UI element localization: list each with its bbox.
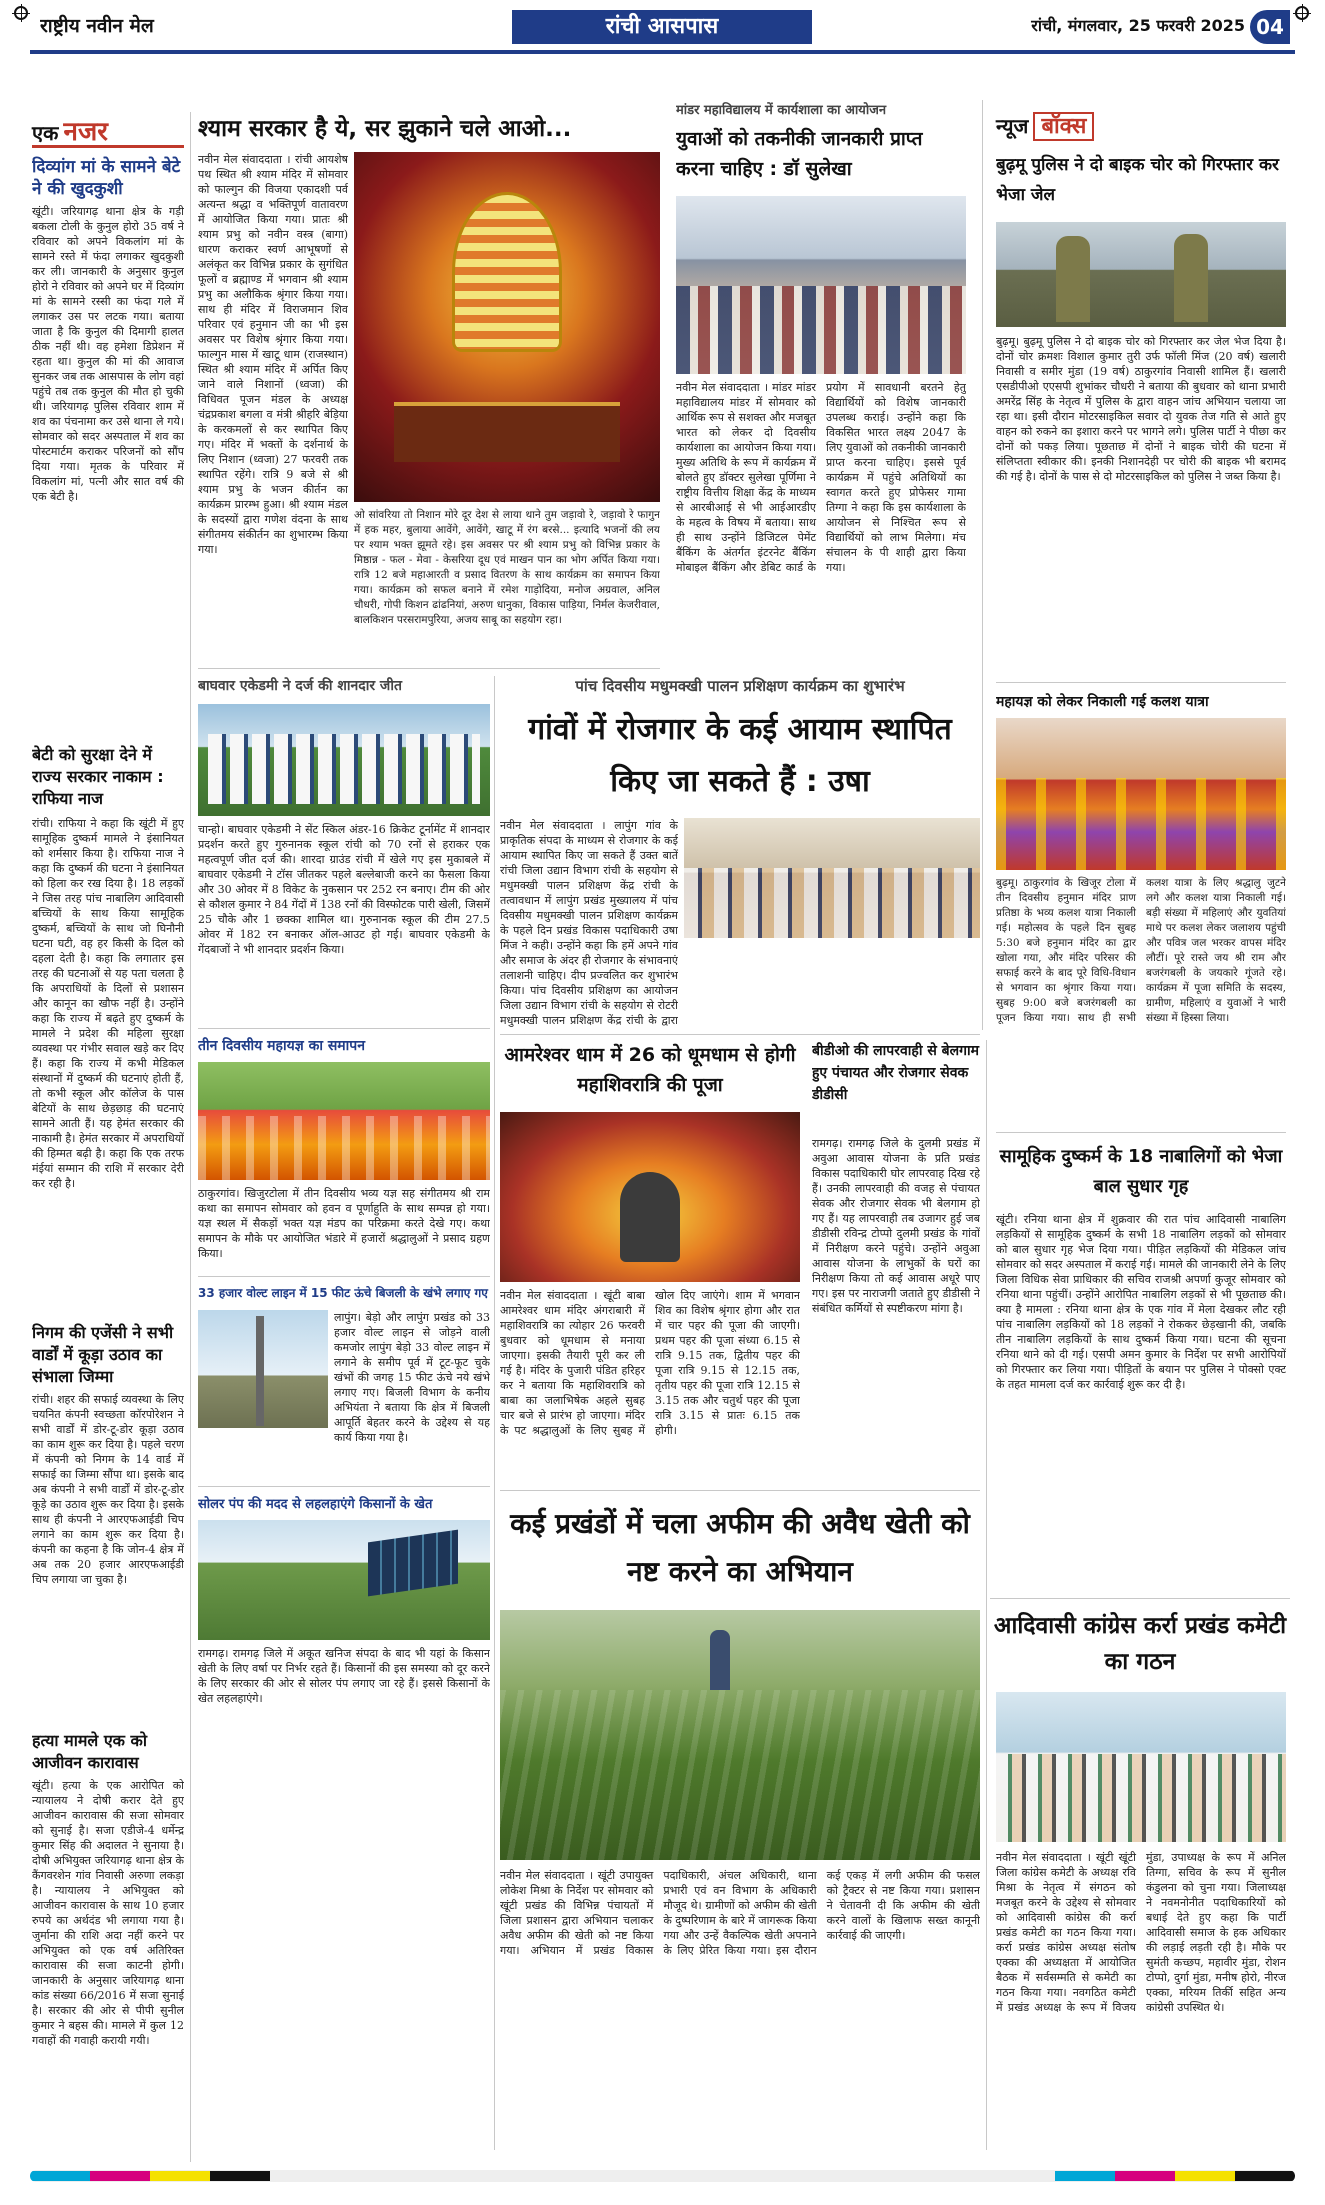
solar-kicker: सोलर पंप की मदद से लहलहाएंगे किसानों के खेत [198, 1497, 433, 1512]
deity-garland-shape [452, 192, 562, 352]
mahayagya-kicker: तीन दिवसीय महायज्ञ का समापन [198, 1038, 366, 1054]
cyan-swatch [1055, 2171, 1115, 2181]
column-divider [494, 676, 495, 2150]
shyam-body: नवीन मेल संवाददाता । रांची आयशेष पथ स्थित श्री श्याम मंदिर में सोमवार को फाल्गुन की विजया एकादशी पर्व अत्यन्त श्रद्धा व भक्तिपूर्ण वातावरण में आयोजित किया गया। प्रातः श्री श्याम प्रभु को नवीन वस्त्र (बागा) धारण कराकर स्वर्ण आभूषणों से अलंकृत कर विभिन्न प्रकार के सुगंधित फूलों व ब्रह्माण्ड में भगवान श्री श्याम प्रभु का अलौकिक श्रृंगार किया गया। साथ ही मंदिर में विराजमान शिव परिवार एवं हनुमान जी का भी इस अवसर पर विशेष श्रृंगार किया गया। फाल्गुन मास में खाटू धाम (राजस्थान) स्थित श्री श्याम मंदिर में अर्पित किए जाने वाले निशानों (ध्वजा) की विधिवत पूजन मंडल के अध्यक्ष चंद्रप्रकाश बगला व मंत्री श्रीहरि बेड़िया के करकमलों से कर स्थापित किए गए। मंदिर में भक्तों के दर्शनार्थ के लिए निशान (ध्वजा) 27 फरवरी तक स्थापित रहेंगे। रात्रि 9 बजे से श्री श्याम प्रभु के भजन कीर्तन का कार्यक्रम प्रारम्भ हुआ। श्री श्याम मंडल के सदस्यों द्वारा गणेश वंदना के साथ संगीतमय संकीर्तन का शुभारम्भ किया गया। [198, 153, 348, 556]
mandar-headline: युवाओं को तकनीकी जानकारी प्राप्त करना चाहिए : डॉ सुलेखा [676, 128, 923, 180]
bdo-headline: बीडीओ की लापरवाही से बेलगाम हुए पंचायत और रोजगार सेवक डीडीसी [812, 1043, 980, 1103]
ek-nazar-column [32, 112, 184, 2162]
news-box-label [996, 110, 1286, 142]
mahashivratri-headline: आमरेश्वर धाम में 26 को धूमधाम से होगी महाशिवरात्रि की पूजा [504, 1044, 796, 1096]
worker-figure-shape [710, 1630, 730, 1690]
officer-figure-shape [1174, 234, 1208, 322]
solar-body: रामगढ़। रामगढ़ जिले में अकूत खनिज संपदा के बाद भी यहां के किसान खेती के लिए वर्षा पर निर्भर रहते हैं। किसानों की इस समस्या को दूर करने के लिए सरकार की ओर से सोलर पंप लगाए जा रहे हैं। इससे किसानों के खेत लहलहाएंगे। [198, 1647, 490, 1705]
madhumakkhi-body: नवीन मेल संवाददाता । लापुंग गांव के प्राकृतिक संपदा के माध्यम से रोजगार के कई आयाम स्थापित किए जा सकते हैं उक्त बातें रांची जिला उद्यान विभाग रांची के सहयोग से मधुमक्खी पालन प्रशिक्षण केंद्र रांची के तत्वावधान में लापुंग प्रखंड मुख्यालय में पांच दिवसीय मधुमक्खी पालन प्रशिक्षण कार्यक्रम के पहले दिन प्रखंड विकास पदाधिकारी उषा मिंज ने कही। उन्होंने कहा कि हमें अपने गांव और समाज के अंदर ही रोजगार के संभावनाएं तलाशनी चाहिए। दीप प्रज्वलित कर शुभारंभ किया। पांच दिवसीय प्रशिक्षण का आयोजन जिला उद्यान विभाग रांची के सहयोग से रोटरी मधुमक्खी पालन प्रशिक्षण केंद्र रांची के द्वारा [500, 819, 678, 1027]
cricket-team-photo [198, 704, 490, 816]
section-rule [198, 1486, 490, 1487]
registration-mark-icon [1295, 6, 1309, 20]
madhumakkhi-kicker: पांच दिवसीय मधुमक्खी पालन प्रशिक्षण कार्यक्रम का शुभारंभ [575, 677, 905, 695]
ek-nazar-label-pre: एक [32, 121, 59, 145]
section-rule [198, 668, 660, 669]
mahashivratri-body: नवीन मेल संवाददाता । खूंटी बाबा आमरेश्वर धाम मंदिर अंगराबारी में महाशिवरात्रि का त्योहार 26 फरवरी बुधवार को धूमधाम से मनाया जाएगा। इसकी तैयारी पूरी कर ली गई है। मंदिर के पुजारी पंडित हरिहर कर ने बताया कि महाशिवरात्रि को बाबा का जलाभिषेक अहले सुबह चार बजे से प्रारंभ हो जाएगा। मंदिर के पट श्रद्धालुओं के लिए सुबह में खोल दिए जाएंगे। शाम में भगवान शिव का विशेष श्रृंगार होगा और रात में चार पहर की पूजा की जाएगी। प्रथम पहर की पूजा संध्या 6.15 से रात्रि 9.15 तक, द्वितीय पहर की पूजा रात्रि 9.15 से 12.15 तक, तृतीय पहर की पूजा रात्रि 12.15 से 3.15 तक और चतुर्थ पहर की पूजा रात्रि 3.15 से प्रातः 6.15 तक होगी। [500, 1289, 800, 1437]
section-rule [996, 1132, 1286, 1133]
shyam-caption: ओ सांवरिया तो निशान मोरे दूर देश से लाया थाने तुम जड़ावो रे, जड़ावो रे फागुन में हक महर, बुलाया आवेंगे, आवेंगे, खाटू में रंग बरसे... इत्यादि भजनों की लय पर श्याम भक्त झूमते रहे। इस अवसर पर श्री श्याम प्रभु को विभिन्न प्रकार के मिष्ठान्न - फल - मेवा - केसरिया दूध एवं माखन पान का भोग अर्पित किया गया। रात्रि 12 बजे महाआरती व प्रसाद वितरण के साथ कार्यक्रम का समापन किया गया। कार्यक्रम को सफल बनाने में रमेश गाड़ोदिया, मनोज अग्रवाल, अनिल चौधरी, गोपी किशन ढांढनियां, अरुण धानुका, विकास पाड़िया, निर्मल केजरीवाल, बालकिशन परसरामपुरिया, अजय साबू का सहयोग रहा। [354, 509, 660, 626]
column-divider [982, 100, 983, 1030]
shivling-shape [620, 1172, 680, 1262]
ek-nazar-headline-1: दिव्यांग मां के सामने बेटे ने की खुदकुशी [32, 157, 181, 199]
kalash-yatra-photo [996, 718, 1286, 870]
ek-nazar-body-1: खूंटी। जरियागढ़ थाना क्षेत्र के गड़ी बकला टोली के कुनुल होरो 35 वर्ष ने रविवार को अपने विकलांग मां के सामने रस्ते में फंदा लगाकर खुदकुशी कर ली। जानकारी के अनुसार कुनुल होरो ने रविवार को अपने घर में दिव्यांग मां के सामने रस्सी का फंदा गले में लगाकर उस पर लटक गया। बताया जाता है कि कुनुल की दिमागी हालत ठीक नहीं थी। वह हमेशा डिप्रेशन में रहता था। कुनुल की मां की आवाज सुनकर जब तक आसपास के लोग वहां पहुंचे तब तक कुनुल की मौत हो चुकी थी। जरियागढ़ पुलिस रविवार शाम में शव का पंचनामा कर उसे थाना ले गये। सोमवार को सदर अस्पताल में शव का पोस्टमार्टम कराकर परिजनों को सौंप दिया गया। मृतक के परिवार में विकलांग मां, पत्नी और सात वर्ष की एक बेटी है। [32, 205, 184, 503]
ek-nazar-body-4: खूंटी। हत्या के एक आरोपित को न्यायालय ने दोषी करार देते हुए आजीवन कारावास की सजा सोमवार को सुनाई है। सजा एडीजे-4 धर्मेन्द्र कुमार सिंह की अदालत ने सुनाया है। दोषी अभियुक्त जरियागढ़ थाना क्षेत्र के कैंगवरशेन गांव निवासी अरुणा लकड़ा है। न्यायालय ने अभियुक्त को आजीवन कारावास के साथ 10 हजार रुपये का अर्थदंड भी लगाया गया है। जुर्माना की राशि अदा नहीं करने पर अभियुक्त को एक वर्ष अतिरिक्त कारावास की सजा काटनी होगी। जानकारी के अनुसार जरियागढ़ थाना कांड संख्या 66/2016 में सजा सुनाई है। सरकार की ओर से पीपी सुनील कुमार ने बहस की। मामले में कुल 12 गवाहों की गवाही करायी गयी। [32, 1779, 184, 2047]
afeem-body: नवीन मेल संवाददाता । खूंटी उपायुक्त लोकेश मिश्रा के निर्देश पर सोमवार को खूंटी प्रखंड की विभिन्न पंचायतों में जिला प्रशासन द्वारा अभियान चलाकर अवैध अफीम की खेती को नष्ट किया गया। अभियान में प्रखंड विकास पदाधिकारी, अंचल अधिकारी, थाना प्रभारी एवं वन विभाग के अधिकारी मौजूद थे। ग्रामीणों को अफीम की खेती के दुष्परिणाम के बारे में जागरूक किया गया और उन्हें वैकल्पिक खेती अपनाने के लिए प्रेरित किया गया। इस दौरान कई एकड़ में लगी अफीम की फसल को ट्रैक्टर से नष्ट किया गया। प्रशासन ने चेतावनी दी कि अफीम की खेती करने वालों के खिलाफ सख्त कानूनी कार्रवाई की जाएगी। [500, 1869, 980, 1957]
mandar-workshop-photo [676, 196, 966, 374]
congress-headline: आदिवासी कांग्रेस कर्रा प्रखंड कमेटी का गठन [993, 1613, 1287, 1675]
baghwar-kicker: बाघवार एकेडमी ने दर्ज की शानदार जीत [198, 678, 402, 694]
magenta-swatch [1115, 2171, 1175, 2181]
black-swatch [1235, 2171, 1295, 2181]
ek-nazar-label-main: नजर [63, 117, 108, 147]
column-divider [190, 112, 191, 2162]
audience-rows-shape [676, 286, 966, 374]
light-body: लापुंग। बेड़ो और लापुंग प्रखंड को 33 हजार वोल्ट लाइन से जोड़ने वाली कमजोर लापुंग बेड़ो 33 वोल्ट लाइन में लगाने के समीप पूर्व में टूट-फूट चुके खंभों की जगह 15 फीट ऊंचे नये खंभे लगाए गए। बिजली विभाग के कनीय अभियंता ने बताया कि क्षेत्र में बिजली आपूर्ति बेहतर करने के उद्देश्य से यह कार्य किया गया है। [334, 1311, 490, 1444]
devotees-shape [198, 1116, 490, 1180]
date-line: रांची, मंगलवार, 25 फरवरी 2025 [1031, 16, 1245, 35]
police-arrest-photo [996, 222, 1286, 327]
ek-nazar-label [32, 112, 184, 148]
trainees-shape [684, 868, 980, 938]
news-box-label-pre: न्यूज [996, 114, 1029, 138]
madhumakkhi-headline: गांवों में रोजगार के कई आयाम स्थापित किए जा सकते हैं : उषा [528, 712, 952, 799]
section-rule [198, 1276, 490, 1277]
officer-figure-shape [1056, 236, 1090, 322]
shyam-temple-photo [354, 152, 660, 502]
mandar-body: नवीन मेल संवाददाता । मांडर मांडर महाविद्यालय मांडर में सोमवार को आर्थिक रूप से सशक्त और मजबूत भारत को लेकर दो दिवसीय कार्यशाला का आयोजन किया गया। मुख्य अतिथि के रूप में कार्यक्रम में बोलते हुए डॉक्टर सुलेखा पूर्णिमा ने राष्ट्रीय वित्तीय शिक्षा केंद्र के माध्यम से आरबीआई से भी आईआरडीए के महत्व के विषय में बताया। साथ ही साथ उन्होंने डिजिटल पेमेंट बैंकिंग के अंतर्गत इंटरनेट बैंकिंग मोबाइल बैंकिंग और डेबिट कार्ड के प्रयोग में सावधानी बरतने हेतु विद्यार्थियों को विशेष जानकारी उपलब्ध कराई। उन्होंने कहा कि विकसित भारत लक्ष्य 2047 के लिए युवाओं को तकनीकी जानकारी प्राप्त करना चाहिए। इससे पूर्व कार्यक्रम में पहुंचे अतिथियों का स्वागत करते हुए प्रोफेसर गामा तिग्गा ने कहा कि इस कार्यशाला के आयोजन से निश्चित रूप से विद्यार्थियों को लाभ मिलेगा। मंच संचालन के पी शाही द्वारा किया गया। [676, 381, 966, 574]
yellow-swatch [150, 2171, 210, 2181]
mahayagya-body: ठाकुरगांव। खिजुरटोला में तीन दिवसीय भव्य यज्ञ सह संगीतमय श्री राम कथा का समापन सोमवार को हवन व पूर्णाहुति के साथ सम्पन्न हो गया। यज्ञ स्थल में सैकड़ों भक्त यज्ञ मंडप का परिक्रमा करते देखे गए। कथा समापन के मौके पर आयोजित भंडारे में हजारों श्रद्धालुओं ने प्रसाद ग्रहण किया। [198, 1187, 490, 1260]
electric-pole-photo [198, 1310, 328, 1428]
solar-panel-shape [368, 1530, 458, 1597]
women-with-pots-shape [996, 778, 1286, 870]
mahayagya-photo [198, 1062, 490, 1180]
section-rule [500, 1034, 980, 1035]
solar-pump-photo [198, 1520, 490, 1640]
yellow-swatch [1175, 2171, 1235, 2181]
section-title: रांची आसपास [605, 14, 719, 39]
section-banner [512, 10, 812, 44]
sahoos-body: खूंटी। रनिया थाना क्षेत्र में शुक्रवार की रात पांच आदिवासी नाबालिग लड़कियों से सामूहिक दुष्कर्म के सभी 18 नाबालिग लड़कों को सोमवार को बाल सुधार गृह भेज दिया गया। पीड़ित लड़कियों की मेडिकल जांच सोमवार को सदर अस्पताल में कराई गई। मामले की जानकारी लेने के लिए जिला विधिक सेवा प्राधिकार की सचिव राजश्री अपर्णा कुजूर सोमवार को रनिया थाना पहुंचीं। उन्होंने आरोपित नाबालिग लड़कों से भी पूछताछ की। क्या है मामला : रनिया थाना क्षेत्र के एक गांव में मेला देखकर लौट रही पांच नाबालिग लड़कियों को 18 लड़कों ने रोककर छेड़खानी की, जबकि तीन नाबालिग लड़कियों के साथ दुष्कर्म किया गया। घटना की सूचना रनिया थाने को दी गई। एसपी अमन कुमार के निर्देश पर सभी आरोपियों को गिरफ्तार कर लिया गया। पीड़ितों के बयान पर पुलिस ने पोक्सो एक्ट के तहत मामला दर्ज कर कार्रवाई शुरू कर दी है। [996, 1213, 1286, 1391]
players-row-shape [208, 734, 480, 804]
section-rule [996, 682, 1286, 683]
ek-nazar-body-2: रांची। राफिया ने कहा कि खूंटी में हुए सामूहिक दुष्कर्म मामले ने इंसानियत को शर्मसार किया है। राफिया नाज ने कहा कि दुष्कर्म की घटना ने इंसानियत को हिला कर रख दिया है। 18 लड़कों ने जिस तरह पांच नाबालिग आदिवासी बच्चियों के साथ किया सामूहिक दुष्कर्म, बच्चियों के साथ जो घिनौनी घटना घटी, वह हर किसी के दिल को दहला देती है। कहा कि लगातार इस तरह की घटनाओं से यह पता चलता है कि अपराधियों के दिलों से प्रशासन और कानून का खौफ नहीं है। उन्होंने कहा कि राज्य में बढ़ते हुए दुष्कर्म के मामले ने प्रदेश की महिला सुरक्षा व्यवस्था पर गंभीर सवाल खड़े कर दिए हैं। कहा कि राज्य में कभी मेडिकल संस्थानों में दुष्कर्म की घटनाएं होती हैं, तो कभी स्कूल और कॉलेज के पास बेटियों के साथ छेड़छाड़ की घटनाएं सामने आती हैं। यह हेमंत सरकार की नाकामी है। हेमंत सरकार में अपराधियों की हिम्मत बढ़ी है। कहा कि एक तरफ मंईयां सम्मान की राशि में सरकार देरी कर रही है। [32, 817, 184, 1190]
page-number: 04 [1256, 15, 1284, 39]
section-rule [990, 1598, 1290, 1599]
group-members-shape [996, 1754, 1286, 1842]
news-box-label-main: बॉक्स [1033, 112, 1094, 141]
masthead-rule [30, 50, 1295, 54]
section-rule [198, 1028, 490, 1029]
congress-meeting-photo [996, 1692, 1286, 1842]
temple-decoration-photo [500, 1112, 800, 1282]
section-rule [500, 1490, 980, 1491]
magenta-swatch [90, 2171, 150, 2181]
crop-rows-shape [500, 1690, 980, 1860]
print-color-bar [30, 2170, 1295, 2182]
masthead [0, 0, 1325, 66]
afeem-headline: कई प्रखंडों में चला अफीम की अवैध खेती को नष्ट करने का अभियान [510, 1507, 970, 1588]
congress-body: नवीन मेल संवाददाता । खूंटी खूंटी जिला कांग्रेस कमेटी के अध्यक्ष रवि मिश्रा के नेतृत्व में संगठन को मजबूत करने के उद्देश्य से सोमवार को आदिवासी कांग्रेस की कर्रा प्रखंड कमेटी का गठन किया गया। कर्रा प्रखंड कांग्रेस अध्यक्ष संतोष एक्का की अध्यक्षता में आयोजित बैठक में सर्वसम्मति से कमेटी का गठन किया गया। नवगठित कमेटी में प्रखंड अध्यक्ष के रूप में विजय मुंडा, उपाध्यक्ष के रूप में अनिल तिग्गा, सचिव के रूप में सुनील कंडुलना को चुना गया। जिलाध्यक्ष ने नवमनोनीत पदाधिकारियों को बधाई देते हुए कहा कि पार्टी आदिवासी समाज के हक अधिकार की लड़ाई लड़ती रही है। मौके पर सुमंती कच्छप, महावीर मुंडा, रोशन टोप्पो, दुर्गा मुंडा, मनीष होरो, नीरज एक्का, मरियम तिर्की सहित अन्य कांग्रेसी उपस्थित थे। [996, 1851, 1286, 2014]
page-number-badge [1250, 10, 1290, 44]
baghwar-body: चान्हो। बाघवार एकेडमी ने सेंट स्किल अंडर-16 क्रिकेट टूर्नामेंट में शानदार प्रदर्शन करते हुए गुरुनानक स्कूल रांची को 70 रनों से हराकर एक महत्वपूर्ण जीत दर्ज की। शारदा ग्राउंड रांची में खेले गए इस मुकाबले में बाघवार एकेडमी ने टॉस जीतकर पहले बल्लेबाजी करने का फैसला किया और 30 ओवर में 8 विकेट के नुकसान पर 252 रन बनाए। टीम की ओर से कौशल कुमार ने 84 गेंदों में 138 रनों की विस्फोटक पारी खेली, जिसमें 25 चौके और 1 छक्का शामिल था। गुरुनानक स्कूल की टीम 27.5 ओवर में 182 रन बनाकर ऑल-आउट हो गई। बाघवार एकेडमी के गेंदबाजों ने भी शानदार प्रदर्शन किया। [198, 823, 490, 956]
ek-nazar-headline-4: हत्या मामले एक को आजीवन कारावास [32, 1731, 147, 1772]
news-box-body: बुढ़मू। बुढ़मू पुलिस ने दो बाइक चोर को गिरफ्तार कर जेल भेज दिया है। दोनों चोर क्रमशः विशाल कुमार तुरी उर्फ फॉली मिंज (20 वर्ष) खलारी निवासी व समीर मुंडा (19 वर्ष) ठाकुरगांव निवासी शामिल हैं। खलारी एसडीपीओ एएसपी शुभांकर चौधरी ने बताया की बुधवार को थाना प्रभारी अमरेंद्र सिंह के नेतृत्व में पुलिस के द्वारा वाहन जांच अभियान चलाया जा रहा था। इसी दौरान मोटरसाइकिल सवार दो युवक तेज गति से आते हुए वाहन को रुकने का इशारा करने पर भागने लगे। पुलिस पार्टी ने पीछा कर दोनों को पकड़ लिया। पूछताछ में दोनों ने बाइक चोरी की घटना में संलिप्तता स्वीकार की। इनकी निशानदेही पर चोरी की बाइक भी बरामद की गई है। दोनों के पास से दो मोटरसाइकिल को पुलिस ने जब्त किया है। [996, 335, 1286, 483]
registration-mark-icon [14, 6, 28, 20]
paper-name: राष्ट्रीय नवीन मेल [40, 15, 154, 37]
sahoos-headline: सामूहिक दुष्कर्म के 18 नाबालिगों को भेजा बाल सुधार गृह [999, 1146, 1283, 1197]
ek-nazar-body-3: रांची। शहर की सफाई व्यवस्था के लिए चयनित कंपनी स्वच्छता कॉरपोरेशन ने सभी वार्डों में डोर-टू-डोर कूड़ा उठाव का काम शुरू कर दिया है। पहले चरण में कंपनी को निगम के 14 वार्ड में सफाई का जिम्मा सौंपा था। इसके बाद अब कंपनी ने सभी वार्डों में डोर-टू-डोर कूड़े का उठाव शुरू कर दिया है। इसके साथ ही कंपनी ने आरएफआईडी चिप लगाने का काम शुरू कर दिया है। कंपनी का कहना है कि जोन-4 क्षेत्र में अब तक 20 हजार आरएफआईडी चिप लगाया जा चुका है। [32, 1393, 184, 1586]
pole-shape [256, 1316, 264, 1426]
bee-training-photo [684, 818, 980, 938]
cyan-swatch [30, 2171, 90, 2181]
ek-nazar-headline-2: बेटी को सुरक्षा देने में राज्य सरकार नाकाम : राफिया नाज [32, 745, 164, 808]
mandar-kicker: मांडर महाविद्यालय में कार्यशाला का आयोजन [676, 103, 887, 118]
altar-base-shape [394, 402, 620, 462]
light-kicker: 33 हजार वोल्ट लाइन में 15 फीट ऊंचे बिजली के खंभे लगाए गए [198, 1286, 488, 1300]
black-swatch [210, 2171, 270, 2181]
kalash-body: बुढ़मू। ठाकुरगांव के खिजूर टोला में तीन दिवसीय हनुमान मंदिर प्राण प्रतिष्ठा के भव्य कलश यात्रा निकाली गई। महोत्सव के पहले दिन सुबह 5:30 बजे हनुमान मंदिर का द्वार खोला गया, और मंदिर परिसर की सफाई करने के बाद पूरे विधि-विधान से भगवान का श्रृंगार किया गया। सुबह 9:00 बजे बजरंगबली का पूजन किया गया। साथ ही सभी कलश यात्रा के लिए श्रद्धालु जुटने लगे और कलश यात्रा निकाली गई। बड़ी संख्या में महिलाएं और युवतियां माथे पर कलश लेकर जलाशय पहुंची और पवित्र जल भरकर वापस मंदिर लौटीं। पूरे रास्ते जय श्री राम और बजरंगबली के जयकारे गूंजते रहे। कार्यक्रम में पूजा समिति के सदस्य, ग्रामीण, महिलाएं व युवाओं ने भारी संख्या में हिस्सा लिया। [996, 877, 1286, 1024]
column-divider [986, 1040, 987, 2150]
news-box-headline: बुढ़मू पुलिस ने दो बाइक चोर को गिरफ्तार कर भेजा जेल [996, 155, 1280, 205]
ek-nazar-headline-3: निगम की एजेंसी ने सभी वार्डों में कूड़ा उठाव का संभाला जिम्मा [32, 1323, 174, 1386]
bdo-body: रामगढ़। रामगढ़ जिले के दुलमी प्रखंड में अवुआ आवास योजना के प्रति प्रखंड विकास पदाधिकारी घोर लापरवाह दिख रहे हैं। उनकी लापरवाही की वजह से पंचायत सेवक और रोजगार सेवक भी बेलगाम हो गए हैं। यह लापरवाही तब उजागर हुई जब डीडीसी रविन्द्र टोप्पो दुलमी प्रखंड के गांवों में निरीक्षण करने पहुंचे। उन्होंने अवुआ आवास योजना के लाभुकों के घरों का निरीक्षण किया तो कई आवास अधूरे पाए गए। इस पर नाराजगी जताते हुए डीडीसी ने संबंधित कर्मियों से स्पष्टीकरण मांगा है। [812, 1137, 980, 1315]
kalash-headline: महायज्ञ को लेकर निकाली गई कलश यात्रा [996, 694, 1209, 710]
opium-field-photo [500, 1610, 980, 1860]
shyam-headline: श्याम सरकार है ये, सर झुकाने चले आओ... [198, 116, 572, 142]
